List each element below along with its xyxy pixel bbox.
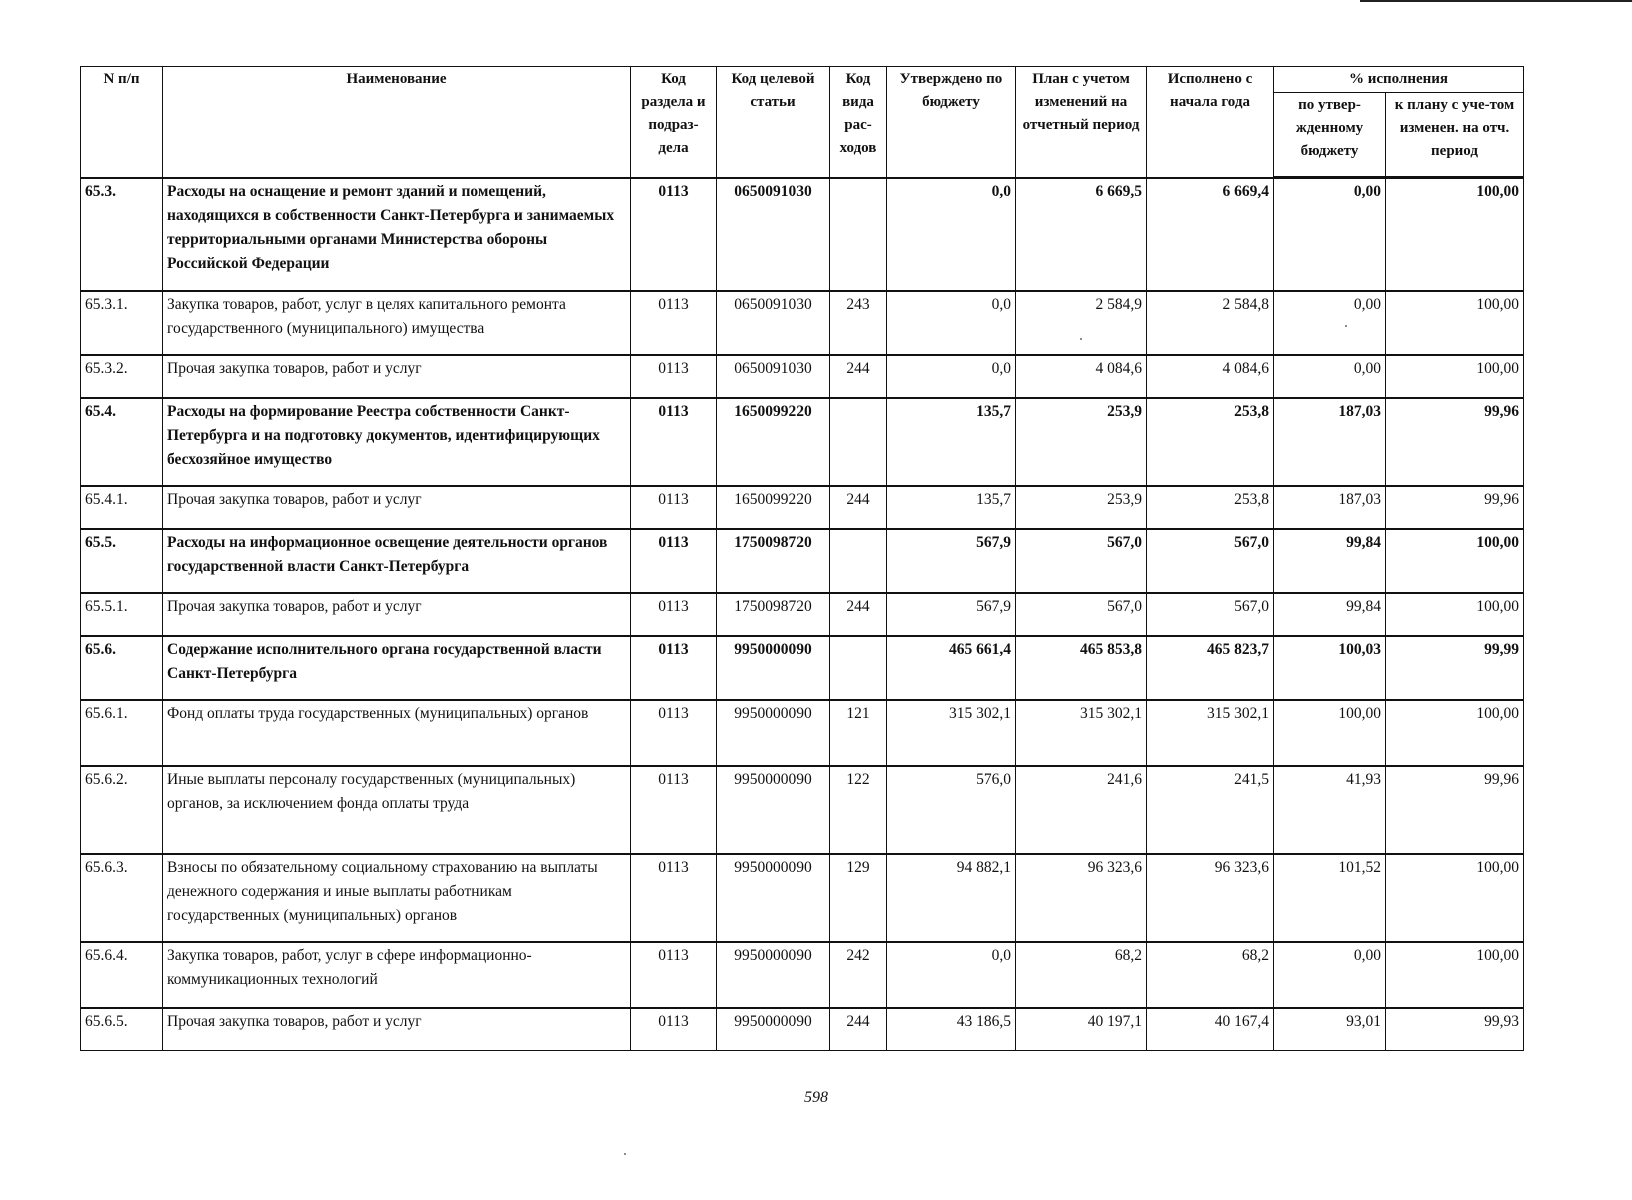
section-code: 0113 [631, 700, 717, 766]
page-number: 598 [804, 1089, 828, 1106]
table-row [81, 355, 1524, 398]
expense-type-code: 244 [830, 355, 887, 398]
row-num: 65.6. [81, 636, 163, 700]
expense-type-code: 244 [830, 1008, 887, 1051]
executed-value: 567,0 [1147, 529, 1274, 593]
pct-plan-value: 99,96 [1386, 766, 1524, 854]
pct-budget-value: 99,84 [1274, 529, 1386, 593]
header-expense-type-code: Код вида рас-ходов [830, 67, 887, 178]
section-code: 0113 [631, 942, 717, 1008]
table-row [81, 178, 1524, 291]
executed-value: 253,8 [1147, 398, 1274, 486]
pct-plan-value: 100,00 [1386, 291, 1524, 355]
pct-budget-value: 99,84 [1274, 593, 1386, 636]
plan-value: 6 669,5 [1016, 178, 1147, 291]
approved-value: 567,9 [887, 529, 1016, 593]
pct-budget-value: 0,00 [1274, 178, 1386, 291]
row-num: 65.3. [81, 178, 163, 291]
row-num: 65.3.1. [81, 291, 163, 355]
pct-plan-value: 99,99 [1386, 636, 1524, 700]
approved-value: 0,0 [887, 355, 1016, 398]
table-row [81, 486, 1524, 529]
target-code: 9950000090 [717, 942, 830, 1008]
plan-value: 253,9 [1016, 486, 1147, 529]
row-name: Взносы по обязательному социальному страхованию на выплаты денежного содержания и иные выплаты работникам государственных (муниципальных) органов [163, 854, 631, 942]
pct-plan-value: 100,00 [1386, 942, 1524, 1008]
executed-value: 241,5 [1147, 766, 1274, 854]
plan-value: 253,9 [1016, 398, 1147, 486]
expense-type-code: 243 [830, 291, 887, 355]
row-name: Прочая закупка товаров, работ и услуг [163, 486, 631, 529]
executed-value: 40 167,4 [1147, 1008, 1274, 1051]
executed-value: 253,8 [1147, 486, 1274, 529]
row-name: Расходы на оснащение и ремонт зданий и помещений, находящихся в собственности Санкт-Петербурга и занимаемых территориальными органами Министерства обороны Российской Федерации [163, 178, 631, 291]
target-code: 1750098720 [717, 529, 830, 593]
executed-value: 96 323,6 [1147, 854, 1274, 942]
table-body [81, 178, 1524, 1051]
target-code: 9950000090 [717, 854, 830, 942]
plan-value: 4 084,6 [1016, 355, 1147, 398]
section-code: 0113 [631, 854, 717, 942]
plan-value: 465 853,8 [1016, 636, 1147, 700]
header-target-code: Код целевой статьи [717, 67, 830, 178]
pct-budget-value: 41,93 [1274, 766, 1386, 854]
section-code: 0113 [631, 529, 717, 593]
approved-value: 465 661,4 [887, 636, 1016, 700]
approved-value: 0,0 [887, 291, 1016, 355]
plan-value: 567,0 [1016, 529, 1147, 593]
scan-edge-line [1360, 0, 1632, 2]
budget-execution-table [80, 66, 1524, 1051]
row-num: 65.5.1. [81, 593, 163, 636]
approved-value: 576,0 [887, 766, 1016, 854]
target-code: 9950000090 [717, 636, 830, 700]
row-name: Расходы на информационное освещение деятельности органов государственной власти Санкт-Петербурга [163, 529, 631, 593]
table-header [81, 67, 1524, 178]
target-code: 0650091030 [717, 178, 830, 291]
row-num: 65.6.1. [81, 700, 163, 766]
pct-plan-value: 100,00 [1386, 178, 1524, 291]
table-row [81, 942, 1524, 1008]
target-code: 1650099220 [717, 398, 830, 486]
pct-budget-value: 187,03 [1274, 486, 1386, 529]
pct-budget-value: 187,03 [1274, 398, 1386, 486]
expense-type-code [830, 398, 887, 486]
executed-value: 68,2 [1147, 942, 1274, 1008]
executed-value: 315 302,1 [1147, 700, 1274, 766]
header-pct-budget: по утвер-жденному бюджету [1274, 93, 1386, 178]
approved-value: 135,7 [887, 486, 1016, 529]
table-row [81, 291, 1524, 355]
pct-budget-value: 0,00 [1274, 942, 1386, 1008]
approved-value: 567,9 [887, 593, 1016, 636]
expense-type-code: 121 [830, 700, 887, 766]
row-num: 65.5. [81, 529, 163, 593]
executed-value: 2 584,8 [1147, 291, 1274, 355]
target-code: 9950000090 [717, 1008, 830, 1051]
table-row [81, 398, 1524, 486]
approved-value: 43 186,5 [887, 1008, 1016, 1051]
row-name: Прочая закупка товаров, работ и услуг [163, 355, 631, 398]
plan-value: 68,2 [1016, 942, 1147, 1008]
executed-value: 6 669,4 [1147, 178, 1274, 291]
approved-value: 94 882,1 [887, 854, 1016, 942]
table-row [81, 766, 1524, 854]
header-plan: План с учетом изменений на отчетный период [1016, 67, 1147, 178]
plan-value: 241,6 [1016, 766, 1147, 854]
header-section-code: Код раздела и подраз-дела [631, 67, 717, 178]
approved-value: 135,7 [887, 398, 1016, 486]
expense-type-code [830, 529, 887, 593]
row-name: Закупка товаров, работ, услуг в целях капитального ремонта государственного (муниципального) имущества [163, 291, 631, 355]
pct-plan-value: 99,96 [1386, 486, 1524, 529]
row-name: Закупка товаров, работ, услуг в сфере информационно-коммуникационных технологий [163, 942, 631, 1008]
pct-plan-value: 100,00 [1386, 593, 1524, 636]
pct-budget-value: 101,52 [1274, 854, 1386, 942]
expense-type-code: 244 [830, 593, 887, 636]
pct-plan-value: 100,00 [1386, 700, 1524, 766]
target-code: 1750098720 [717, 593, 830, 636]
table-row [81, 636, 1524, 700]
header-executed: Исполнено с начала года [1147, 67, 1274, 178]
row-num: 65.6.4. [81, 942, 163, 1008]
expense-type-code: 244 [830, 486, 887, 529]
executed-value: 465 823,7 [1147, 636, 1274, 700]
approved-value: 315 302,1 [887, 700, 1016, 766]
section-code: 0113 [631, 355, 717, 398]
row-num: 65.4. [81, 398, 163, 486]
row-name: Прочая закупка товаров, работ и услуг [163, 1008, 631, 1051]
table-row [81, 593, 1524, 636]
executed-value: 567,0 [1147, 593, 1274, 636]
approved-value: 0,0 [887, 178, 1016, 291]
target-code: 0650091030 [717, 355, 830, 398]
row-name: Содержание исполнительного органа государственной власти Санкт-Петербурга [163, 636, 631, 700]
plan-value: 40 197,1 [1016, 1008, 1147, 1051]
pct-budget-value: 0,00 [1274, 355, 1386, 398]
scan-speck [624, 1153, 626, 1155]
target-code: 0650091030 [717, 291, 830, 355]
pct-budget-value: 100,00 [1274, 700, 1386, 766]
section-code: 0113 [631, 178, 717, 291]
header-num: N п/п [81, 67, 163, 178]
pct-budget-value: 0,00 [1274, 291, 1386, 355]
row-num: 65.4.1. [81, 486, 163, 529]
pct-plan-value: 100,00 [1386, 854, 1524, 942]
row-name: Фонд оплаты труда государственных (муниципальных) органов [163, 700, 631, 766]
row-num: 65.6.2. [81, 766, 163, 854]
table-row [81, 700, 1524, 766]
pct-budget-value: 93,01 [1274, 1008, 1386, 1051]
pct-plan-value: 100,00 [1386, 355, 1524, 398]
row-name: Расходы на формирование Реестра собственности Санкт-Петербурга и на подготовку документов, идентифицирующих бесхозяйное имущество [163, 398, 631, 486]
section-code: 0113 [631, 1008, 717, 1051]
expense-type-code: 242 [830, 942, 887, 1008]
header-pct-plan: к плану с уче-том изменен. на отч. период [1386, 93, 1524, 178]
header-approved: Утверждено по бюджету [887, 67, 1016, 178]
row-num: 65.6.3. [81, 854, 163, 942]
row-num: 65.3.2. [81, 355, 163, 398]
pct-plan-value: 99,93 [1386, 1008, 1524, 1051]
section-code: 0113 [631, 766, 717, 854]
expense-type-code [830, 636, 887, 700]
pct-plan-value: 100,00 [1386, 529, 1524, 593]
expense-type-code [830, 178, 887, 291]
table-row [81, 529, 1524, 593]
plan-value: 567,0 [1016, 593, 1147, 636]
target-code: 1650099220 [717, 486, 830, 529]
target-code: 9950000090 [717, 766, 830, 854]
section-code: 0113 [631, 593, 717, 636]
expense-type-code: 122 [830, 766, 887, 854]
table-row [81, 1008, 1524, 1051]
pct-plan-value: 99,96 [1386, 398, 1524, 486]
target-code: 9950000090 [717, 700, 830, 766]
row-num: 65.6.5. [81, 1008, 163, 1051]
plan-value: 96 323,6 [1016, 854, 1147, 942]
header-percent-group: % исполнения [1274, 67, 1524, 93]
row-name: Прочая закупка товаров, работ и услуг [163, 593, 631, 636]
pct-budget-value: 100,03 [1274, 636, 1386, 700]
section-code: 0113 [631, 486, 717, 529]
executed-value: 4 084,6 [1147, 355, 1274, 398]
table-row [81, 854, 1524, 942]
approved-value: 0,0 [887, 942, 1016, 1008]
section-code: 0113 [631, 291, 717, 355]
section-code: 0113 [631, 636, 717, 700]
expense-type-code: 129 [830, 854, 887, 942]
header-name: Наименование [163, 67, 631, 178]
plan-value: 2 584,9 [1016, 291, 1147, 355]
section-code: 0113 [631, 398, 717, 486]
row-name: Иные выплаты персоналу государственных (муниципальных) органов, за исключением фонда оплаты труда [163, 766, 631, 854]
plan-value: 315 302,1 [1016, 700, 1147, 766]
